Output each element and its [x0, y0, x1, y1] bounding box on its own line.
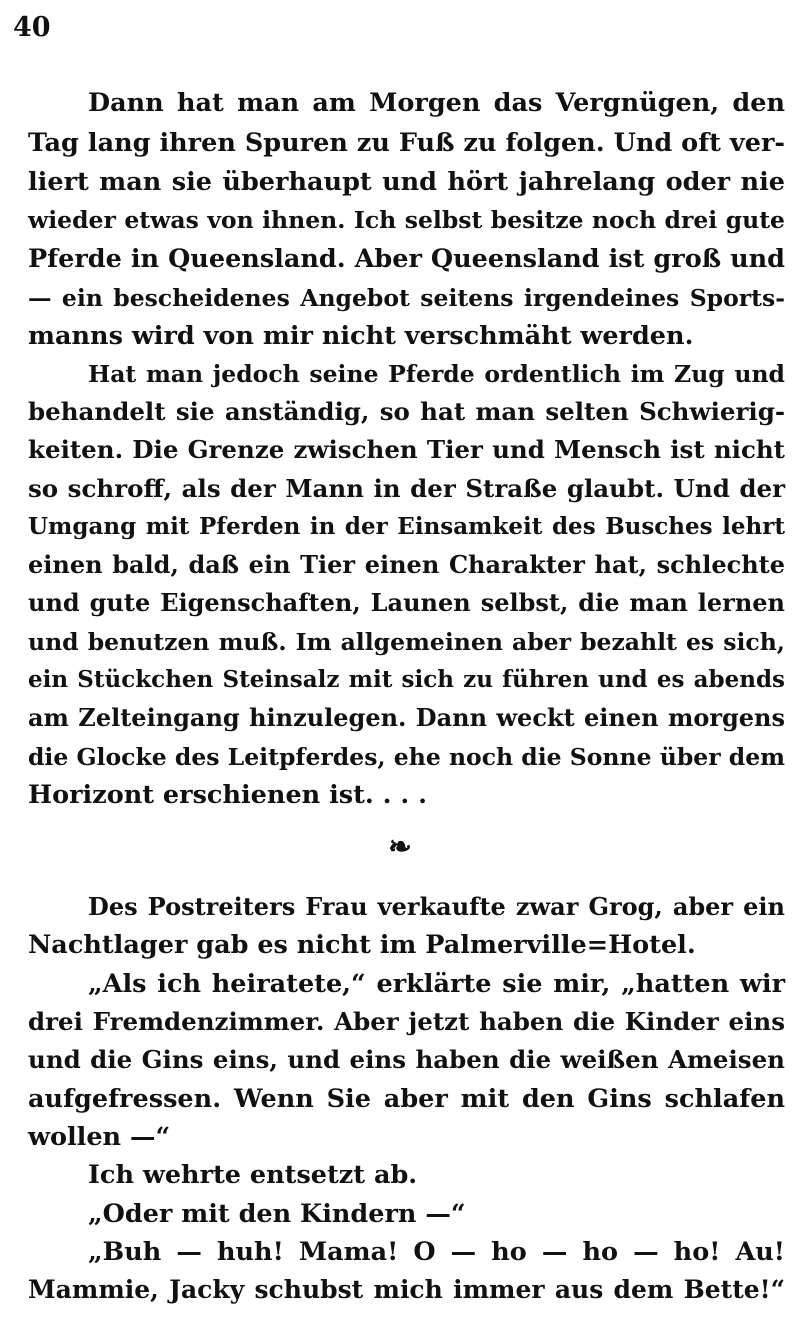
text-line: Pferde in Queensland. Aber Queensland ist groß und	[28, 244, 785, 274]
fleuron-icon: ❧	[388, 830, 412, 863]
text-line: „Oder mit den Kindern —“	[88, 1199, 466, 1229]
text-line: drei Fremdenzimmer. Aber jetzt haben die Kinder eins	[28, 1007, 785, 1036]
text-line: wollen —“	[28, 1122, 171, 1152]
text-line: und die Gins eins, und eins haben die weißen Ameisen	[28, 1045, 785, 1074]
text-line: Des Postreiters Frau verkaufte zwar Grog, aber ein	[88, 892, 785, 921]
text-line: einen bald, daß ein Tier einen Charakter hat, schlechte	[28, 550, 785, 579]
text-line: Tag lang ihren Spuren zu Fuß zu folgen. Und oft ver-	[28, 128, 785, 158]
text-line: Mammie, Jacky schubst mich immer aus dem Bette!“	[28, 1275, 785, 1304]
text-line: Hat man jedoch seine Pferde ordentlich im Zug und	[88, 360, 785, 388]
text-line: „Als ich heiratete,“ erklärte sie mir, „hatten wir	[88, 969, 785, 999]
text-line: aufgefressen. Wenn Sie aber mit den Gins schlafen	[28, 1084, 785, 1114]
text-line: so schroff, als der Mann in der Straße glaubt. Und der	[28, 474, 785, 503]
text-line: Ich wehrte entsetzt ab.	[88, 1160, 418, 1190]
text-line: wieder etwas von ihnen. Ich selbst besitze noch drei gute	[28, 206, 785, 234]
text-line: am Zelteingang hinzulegen. Dann weckt einen morgens	[28, 703, 785, 732]
text-line: — ein bescheidenes Angebot seitens irgendeines Sports-	[28, 284, 785, 312]
text-line: Nachtlager gab es nicht im Palmerville=Hotel.	[28, 930, 696, 960]
text-line: keiten. Die Grenze zwischen Tier und Mensch ist nicht	[28, 435, 785, 464]
text-line: und gute Eigenschaften, Launen selbst, die man lernen	[28, 588, 785, 617]
text-line: Horizont erschienen ist. . . .	[28, 780, 428, 810]
text-line: manns wird von mir nicht verschmäht werden.	[28, 321, 694, 351]
text-line: die Glocke des Leitpferdes, ehe noch die Sonne über dem	[28, 743, 786, 771]
text-line: und benutzen muß. Im allgemeinen aber bezahlt es sich,	[28, 628, 785, 656]
page-number: 40	[13, 12, 51, 43]
text-line: Dann hat man am Morgen das Vergnügen, den	[88, 88, 785, 118]
text-line: liert man sie überhaupt und hört jahrelang oder nie	[28, 167, 785, 197]
text-line: Umgang mit Pferden in der Einsamkeit des Busches lehrt	[28, 513, 785, 540]
text-line: ein Stückchen Steinsalz mit sich zu führen und es abends	[28, 666, 785, 693]
text-line: behandelt sie anständig, so hat man selten Schwierig-	[28, 397, 785, 426]
text-line: „Buh — huh! Mama! O — ho — ho — ho! Au!	[88, 1237, 785, 1267]
